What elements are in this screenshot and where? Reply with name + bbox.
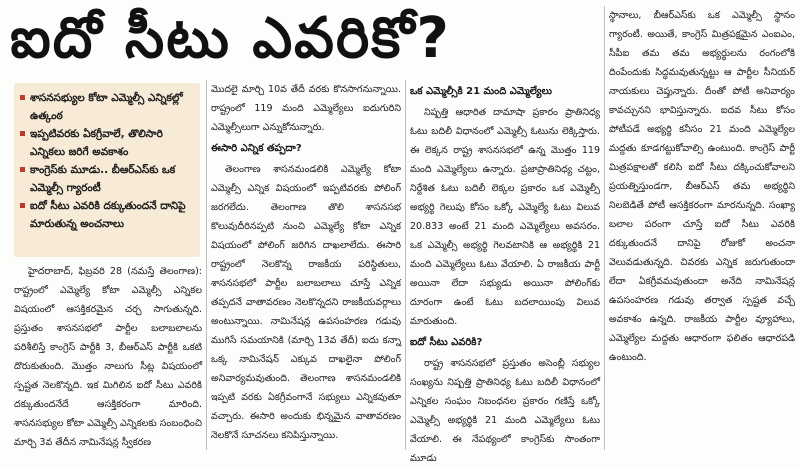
- highlight-item: శాసనసభ్యుల కోటా ఎమ్మెల్సీ ఎన్నికల్లో ఉత్కంఠ: [20, 89, 196, 125]
- highlights-box: [14, 83, 200, 257]
- article-paragraph: హైదరాబాద్, ఫిబ్రవరి 28 (నమస్తే తెలంగాణ): రాష్ట్రంలో ఎమ్మెల్యే కోటా ఎమ్మెల్సీ ఎన్నికల విషయంలో ఆసక్తికరమైన చర్చ సాగుతున్నది. ప్రస్తుతం శాసనసభలో పార్టీల బలాబలాలను పరిశీలిస్తే కాంగ్రెస్ పార్టీకి 3, బీఆర్‌ఎస్ పార్టీకి ఒకటి దొరుకుతుంది. మొత్తం నాలుగు సీట్ల విషయంలో స్పష్టత నెలకొన్నది. ఇక మిగిలిన ఐదో సీటు ఎవరికి దక్కుతుందనేదే ఆసక్తికరంగా మారింది. శాసనసభ్యుల కోటా ఎమ్మెల్సీ ఎన్నికలకు సంబంధించి మార్చి 3వ తేదీన నామినేషన్ల స్వీకరణ: [14, 266, 202, 448]
- highlight-item: ఐదో సీటు ఎవరికి దక్కుతుందనే దానిపై మారుతున్న అంచనాలు: [20, 197, 196, 233]
- subheading: ఐదో సీటు ఎవరికి?: [410, 337, 483, 348]
- article-paragraph: స్థానాలు, బీఆర్‌ఎస్‌కు ఒక ఎమ్మెల్సీ స్థానం గ్యారంటీ. అయితే, కాంగ్రెస్ మిత్రపక్షమైన ఎంఐఎం, సీపీఐ తమ తమ అభ్యర్థులను రంగంలోకి దింపేందుకు సిద్ధమవుతున్నట్టు ఆ పార్టీల సీనియర్ నాయకులు చెప్తున్నారు. దీంతో పోటీ అనివార్యం కావచ్చునని భావిస్తున్నారు. ఐదవ సీటు కోసం పోటీపడే అభ్యర్థి కనీసం 21 మంది ఎమ్మెల్యేల మద్దతు కూడగట్టుకోవాల్సి ఉంటుంది. కాంగ్రెస్ పార్టీ మిత్రపక్షాలతో కలిసి ఐదో సీటు దక్కించుకోవాలని ప్రయత్నిస్తుండగా, బీఆర్‌ఎస్ తమ అభ్యర్థిని నిలబెడితే పోటీ ఆసక్తికరంగా మారనున్నది. సంఖ్యా బలాల పరంగా చూస్తే ఐదో సీటు ఎవరికి దక్కుతుందనే దానిపై రోజుకో అంచనా వెలువడుతున్నది. చివరకు ఎన్నిక జరుగుతుందా లేదా ఏకగ్రీవమవుతుందా అనేది నామినేషన్ల ఉపసంహరణ గడువు తర్వాత స్పష్టత వచ్చే అవకాశం ఉన్నది. రాజకీయ పార్టీల వ్యూహాలు, ఎమ్మెల్యేల మద్దతు ఆధారంగా ఫలితం ఆధారపడి ఉంటుంది.: [609, 10, 795, 363]
- article-paragraph: రాష్ట్ర శాసనసభలో ప్రస్తుతం అసెంబ్లీ సభ్యుల సంఖ్యను నిష్పత్తి ప్రాతినిధ్య ఓటు బదిలీ విధానంలో ఎన్నికల సంఘం నిబంధనల ప్రకారం గణిస్తే ఒక్కో ఎమ్మెల్సీ అభ్యర్థికి 21 మంది ఎమ్మెల్యేలు ఓటు వేయాలి. ఈ నేపథ్యంలో కాంగ్రెస్‌కు సొంతంగా మూడు: [410, 358, 600, 464]
- article-paragraph: మొదలై మార్చి 10వ తేదీ వరకు కొనసాగనున్నాయి. రాష్ట్రంలో 119 మంది ఎమ్మెల్యేలు ఐదుగురిని ఎమ్మెల్సీలుగా ఎన్నుకోనున్నారు.: [211, 84, 401, 133]
- column-3: [410, 80, 600, 464]
- column-divider: [405, 80, 406, 450]
- highlight-item: కాంగ్రెస్‌కు మూడు.. బీఆర్‌ఎస్‌కు ఒక ఎమ్మెల్సీ గ్యారంటీ: [20, 161, 196, 197]
- article-paragraph: తెలంగాణ శాసనమండలికి ఎమ్మెల్యే కోటా ఎమ్మెల్సీ ఎన్నిక విషయంలో ఇప్పటివరకు పోలింగ్ జరగలేదు. తెలంగాణ తొలి శాసనసభ కొలువుదీరినప్పటి నుంచి ఎమ్మెల్యే కోటా ఎన్నిక విషయంలో పోలింగ్ జరిగిన దాఖలాలేదు. ఈసారి రాష్ట్రంలో నెలకొన్న రాజకీయ పరిస్థితులు, శాసనసభలో పార్టీల బలాబలాలు చూస్తే ఎన్నిక తప్పదనే వాతావరణం నెలకొన్నదని రాజకీయవర్గాలు అంటున్నాయి. నామినేషన్ల ఉపసంహరణ గడువు ముగిసే సమయానికి (మార్చి 13వ తేదీ) ఐదు కన్నా ఒక్క నామినేషన్ ఎక్కువ దాఖలైనా పోలింగ్ అనివార్యమవుతుంది. తెలంగాణ శాసనమండలికి ఇప్పటి వరకు ఏకగ్రీవంగానే సభ్యులు ఎన్నికవుతూ వచ్చారు. ఈసారి అందుకు భిన్నమైన వాతావరణం నెలకొనే సూచనలు కనిపిస్తున్నాయి.: [211, 164, 401, 441]
- headline: ఐదో సీటు ఎవరికో?: [10, 6, 451, 71]
- column-4: [609, 6, 795, 450]
- subheading: ఒక ఎమ్మెల్సీకి 21 మంది ఎమ్మెల్యేలు: [410, 86, 552, 97]
- column-2: [211, 80, 401, 450]
- subheading: ఈసారి ఎన్నిక తప్పదా?: [211, 143, 302, 154]
- column-1: [14, 262, 202, 450]
- column-divider: [206, 80, 207, 450]
- highlight-item: ఇప్పటివరకు ఏకగ్రీవాలే, తొలిసారి ఎన్నికలు జరిగే అవకాశం: [20, 125, 196, 161]
- column-divider: [604, 6, 605, 450]
- article-paragraph: నిష్పత్తి ఆధారిత దామాషా ప్రకారం ప్రాతినిధ్య ఓటు బదిలీ విధానంలో ఎమ్మెల్సీ ఓటును లెక్కిస్తారు. ఈ లెక్కన రాష్ట్ర శాసనసభలో ఉన్న మొత్తం 119 మంది ఎమ్మెల్యేలు ఉన్నారు. ప్రజాప్రాతినిధ్య చట్టం, నిర్దేశిత ఓటు బదిలీ లెక్కల ప్రకారం ఒక ఎమ్మెల్సీ అభ్యర్థి గెలుపు కోసం ఒక్కో ఎమ్మెల్యే ఓటు విలువ 20.833 అంటే 21 మంది ఎమ్మెల్యేలు అవసరం. ఒక ఎమ్మెల్సీ అభ్యర్థి గెలవటానికి ఆ అభ్యర్థికి 21 మంది ఎమ్మెల్యేలు ఓటు వేయాలి. ఏ రాజకీయ పార్టీ అయినా లేదా సభ్యుడు అయినా పోలింగ్‌కు దూరంగా ఉంటే ఓటు బదలాయింపు విలువ మారుతుంది.: [410, 107, 600, 327]
